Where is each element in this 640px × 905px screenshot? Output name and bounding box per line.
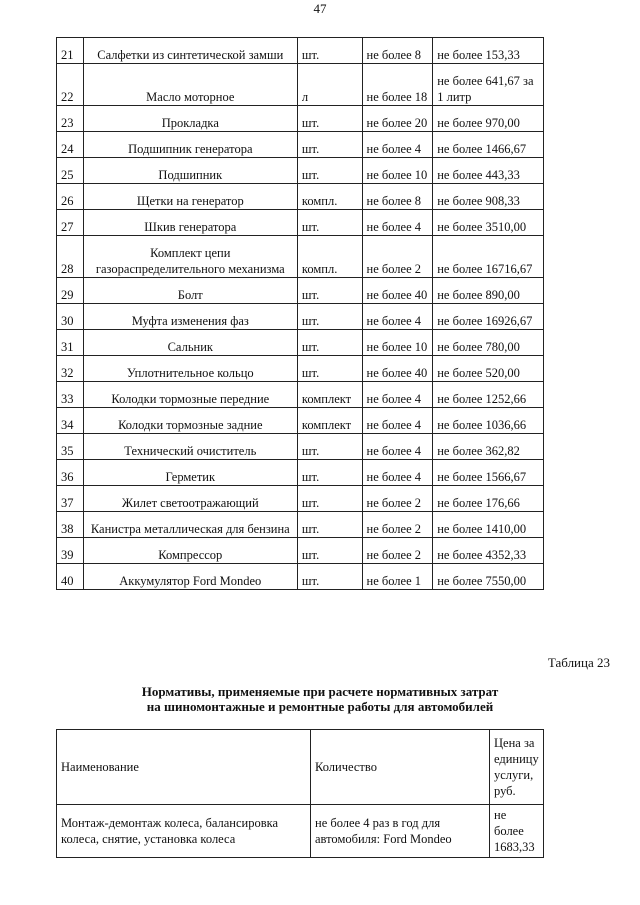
cell-name: Болт (83, 278, 297, 304)
service-qty: не более 4 раз в год для автомобиля: Ford Mondeo (311, 805, 490, 858)
cell-unit: шт. (297, 460, 362, 486)
cell-price: не более 4352,33 (433, 538, 544, 564)
cell-num: 26 (57, 184, 84, 210)
table-row (57, 304, 544, 330)
cell-unit: шт. (297, 278, 362, 304)
table-row (57, 158, 544, 184)
cell-qty: не более 4 (362, 460, 433, 486)
cell-qty: не более 2 (362, 486, 433, 512)
cell-unit: шт. (297, 512, 362, 538)
cell-price: не более 1466,67 (433, 132, 544, 158)
page-number: 47 (313, 1, 327, 16)
services-header-row (57, 730, 544, 805)
cell-name: Подшипник генератора (83, 132, 297, 158)
cell-qty: не более 40 (362, 278, 433, 304)
table-row (57, 330, 544, 356)
table-row (57, 460, 544, 486)
cell-price: не более 443,33 (433, 158, 544, 184)
cell-num: 30 (57, 304, 84, 330)
cell-unit: комплект (297, 408, 362, 434)
table-row (57, 486, 544, 512)
services-row (57, 805, 544, 858)
cell-qty: не более 10 (362, 330, 433, 356)
cell-name: Герметик (83, 460, 297, 486)
cell-qty: не более 8 (362, 184, 433, 210)
cell-price: не более 1410,00 (433, 512, 544, 538)
cell-name: Технический очиститель (83, 434, 297, 460)
cell-price: не более 7550,00 (433, 564, 544, 590)
table-row (57, 236, 544, 278)
cell-num: 25 (57, 158, 84, 184)
table-row (57, 132, 544, 158)
cell-name: Сальник (83, 330, 297, 356)
cell-price: не более 1566,67 (433, 460, 544, 486)
cell-num: 23 (57, 106, 84, 132)
cell-name: Колодки тормозные задние (83, 408, 297, 434)
cell-qty: не более 8 (362, 38, 433, 64)
cell-unit: шт. (297, 486, 362, 512)
header-name: Наименование (57, 730, 311, 805)
cell-price: не более 780,00 (433, 330, 544, 356)
table-caption: Таблица 23 (547, 655, 610, 670)
table-row (57, 512, 544, 538)
table-title-line-2: на шиномонтажные и ремонтные работы для автомобилей (146, 699, 494, 714)
cell-unit: компл. (297, 184, 362, 210)
cell-name: Жилет светоотражающий (83, 486, 297, 512)
cell-qty: не более 40 (362, 356, 433, 382)
table-row (57, 106, 544, 132)
cell-qty: не более 4 (362, 382, 433, 408)
cell-name: Подшипник (83, 158, 297, 184)
cell-name: Комплект цепи газораспределительного механизма (83, 236, 297, 278)
table-row (57, 64, 544, 106)
cell-price: не более 16716,67 (433, 236, 544, 278)
cell-price: не более 641,67 за 1 литр (433, 64, 544, 106)
cell-num: 21 (57, 38, 84, 64)
cell-unit: шт. (297, 132, 362, 158)
table-row (57, 356, 544, 382)
cell-num: 27 (57, 210, 84, 236)
cell-unit: шт. (297, 158, 362, 184)
cell-price: не более 520,00 (433, 356, 544, 382)
cell-unit: компл. (297, 236, 362, 278)
cell-unit: шт. (297, 564, 362, 590)
table-row (57, 210, 544, 236)
cell-num: 37 (57, 486, 84, 512)
cell-unit: шт. (297, 434, 362, 460)
table-row (57, 408, 544, 434)
table-title (0, 684, 640, 714)
table-row (57, 538, 544, 564)
table-row (57, 382, 544, 408)
header-price: Цена за единицу услуги, руб. (490, 730, 544, 805)
cell-unit: шт. (297, 356, 362, 382)
service-name: Монтаж-демонтаж колеса, балансировка колеса, снятие, установка колеса (57, 805, 311, 858)
cell-qty: не более 2 (362, 512, 433, 538)
cell-num: 39 (57, 538, 84, 564)
cell-price: не более 1252,66 (433, 382, 544, 408)
cell-unit: комплект (297, 382, 362, 408)
cell-num: 38 (57, 512, 84, 538)
cell-name: Компрессор (83, 538, 297, 564)
cell-num: 22 (57, 64, 84, 106)
cell-price: не более 153,33 (433, 38, 544, 64)
cell-unit: шт. (297, 304, 362, 330)
cell-unit: шт. (297, 330, 362, 356)
cell-unit: л (297, 64, 362, 106)
cell-price: не более 890,00 (433, 278, 544, 304)
cell-qty: не более 10 (362, 158, 433, 184)
cell-num: 28 (57, 236, 84, 278)
cell-qty: не более 20 (362, 106, 433, 132)
cell-price: не более 16926,67 (433, 304, 544, 330)
table-row (57, 434, 544, 460)
cell-unit: шт. (297, 38, 362, 64)
cell-name: Масло моторное (83, 64, 297, 106)
table-row (57, 38, 544, 64)
cell-qty: не более 2 (362, 236, 433, 278)
cell-unit: шт. (297, 538, 362, 564)
services-table (56, 729, 544, 858)
cell-price: не более 176,66 (433, 486, 544, 512)
cell-qty: не более 4 (362, 408, 433, 434)
cell-qty: не более 18 (362, 64, 433, 106)
cell-name: Аккумулятор Ford Mondeo (83, 564, 297, 590)
header-qty: Количество (311, 730, 490, 805)
cell-price: не более 362,82 (433, 434, 544, 460)
items-table (56, 37, 544, 590)
cell-num: 35 (57, 434, 84, 460)
cell-name: Прокладка (83, 106, 297, 132)
cell-name: Муфта изменения фаз (83, 304, 297, 330)
cell-unit: шт. (297, 106, 362, 132)
cell-qty: не более 1 (362, 564, 433, 590)
cell-name: Канистра металлическая для бензина (83, 512, 297, 538)
cell-qty: не более 4 (362, 132, 433, 158)
cell-num: 33 (57, 382, 84, 408)
cell-qty: не более 4 (362, 210, 433, 236)
cell-price: не более 1036,66 (433, 408, 544, 434)
table-title-line-1: Нормативы, применяемые при расчете нормативных затрат (141, 684, 499, 699)
cell-name: Щетки на генератор (83, 184, 297, 210)
table-row (57, 564, 544, 590)
cell-qty: не более 2 (362, 538, 433, 564)
table-row (57, 278, 544, 304)
cell-price: не более 908,33 (433, 184, 544, 210)
cell-name: Уплотнительное кольцо (83, 356, 297, 382)
cell-price: не более 3510,00 (433, 210, 544, 236)
cell-name: Шкив генератора (83, 210, 297, 236)
cell-price: не более 970,00 (433, 106, 544, 132)
cell-qty: не более 4 (362, 304, 433, 330)
cell-num: 40 (57, 564, 84, 590)
cell-num: 31 (57, 330, 84, 356)
cell-num: 36 (57, 460, 84, 486)
cell-name: Колодки тормозные передние (83, 382, 297, 408)
cell-unit: шт. (297, 210, 362, 236)
table-row (57, 184, 544, 210)
cell-num: 34 (57, 408, 84, 434)
cell-num: 29 (57, 278, 84, 304)
cell-num: 24 (57, 132, 84, 158)
cell-name: Салфетки из синтетической замши (83, 38, 297, 64)
service-price: не более 1683,33 (490, 805, 544, 858)
cell-qty: не более 4 (362, 434, 433, 460)
cell-num: 32 (57, 356, 84, 382)
